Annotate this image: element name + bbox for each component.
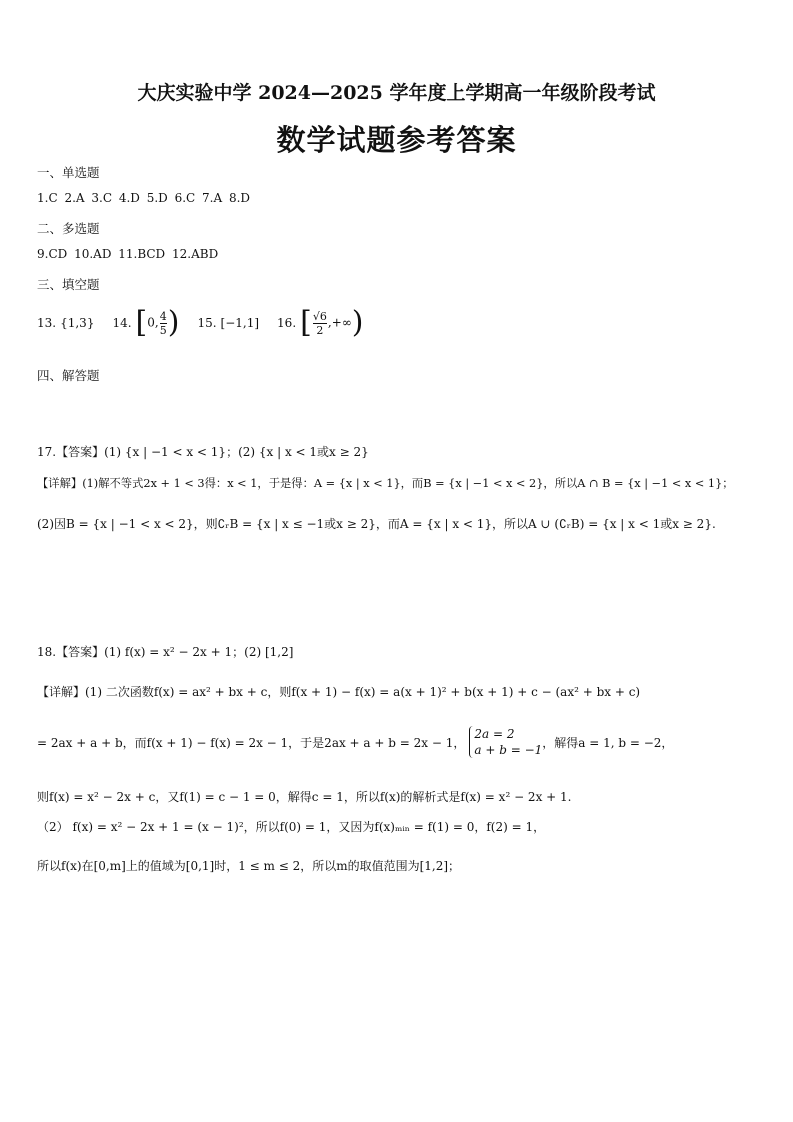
q15-label: 15. (197, 316, 217, 330)
q13-answer: {1,3} (60, 316, 95, 330)
section-problems: 四、解答题 (37, 368, 100, 383)
q17-answer: 17.【答案】(1) {x | −1 < x < 1}；(2) {x | x < 1或x ≥ 2} (37, 445, 369, 459)
q15-answer: [−1,1] (220, 316, 260, 330)
q18-detail-5: 所以f(x)在[0,m]上的值域为[0,1]时，1 ≤ m ≤ 2，所以m的取值范围为[1,2]； (37, 859, 461, 873)
single-choice-answers: 1.C 2.A 3.C 4.D 5.D 6.C 7.A 8.D (37, 191, 251, 205)
fill-blank-answers (37, 303, 363, 343)
answer-key-title: 数学试题参考答案 (276, 123, 517, 157)
q18-detail-4: （2） f(x) = x² − 2x + 1 = (x − 1)²，所以f(0) = 1，又因为f(x)ₘᵢₙ = f(1) = 0，f(2) = 1， (37, 820, 546, 834)
q16-answer: [ $\frac{√6}{2}$ ,+∞) (300, 305, 364, 340)
multi-choice-answers: 9.CD 10.AD 11.BCD 12.ABD (37, 247, 219, 261)
exam-title: 大庆实验中学 2024—2025 学年度上学期高一年级阶段考试 (137, 82, 656, 104)
q14-answer: [0, $\frac{4}{5}$ ) (135, 305, 180, 340)
q17-detail-2: (2)因B = {x | −1 < x < 2}，则∁ᵣB = {x | x ≤ −1或x ≥ 2}，而A = {x | x < 1}，所以A ∪ (∁ᵣB) = {x | x < 1或x ≥ 2}. (37, 517, 716, 531)
q13-label: 13. (37, 316, 57, 330)
section-fill-blank: 三、填空题 (37, 277, 100, 292)
q14-label: 14. (112, 316, 132, 330)
q18-detail-3: 则f(x) = x² − 2x + c，又f(1) = c − 1 = 0，解得c = 1，所以f(x)的解析式是f(x) = x² − 2x + 1. (37, 790, 572, 804)
q16-label: 16. (277, 316, 297, 330)
section-multi-choice: 二、多选题 (37, 221, 100, 236)
equation-system: 2a = 2 a + b = −1 (469, 726, 542, 758)
section-single-choice: 一、单选题 (37, 165, 100, 180)
q18-detail-1: 【详解】(1) 二次函数f(x) = ax² + bx + c，则f(x + 1) − f(x) = a(x + 1)² + b(x + 1) + c − (ax² + bx + c) (37, 685, 641, 699)
q17-detail-1: 【详解】(1)解不等式2x + 1 < 3得：x < 1，于是得：A = {x | x < 1}，而B = {x | −1 < x < 2}，所以A ∩ B = {x | −1 < x < 1}； (37, 477, 734, 490)
q18-answer: 18.【答案】(1) f(x) = x² − 2x + 1；(2) [1,2] (37, 645, 294, 659)
q18-detail-2: = 2ax + a + b，而f(x + 1) − f(x) = 2x − 1，于是2ax + a + b = 2x − 1， 2a = 2 a + b = −1 ，解得a = 1, b = −2， (37, 727, 674, 757)
